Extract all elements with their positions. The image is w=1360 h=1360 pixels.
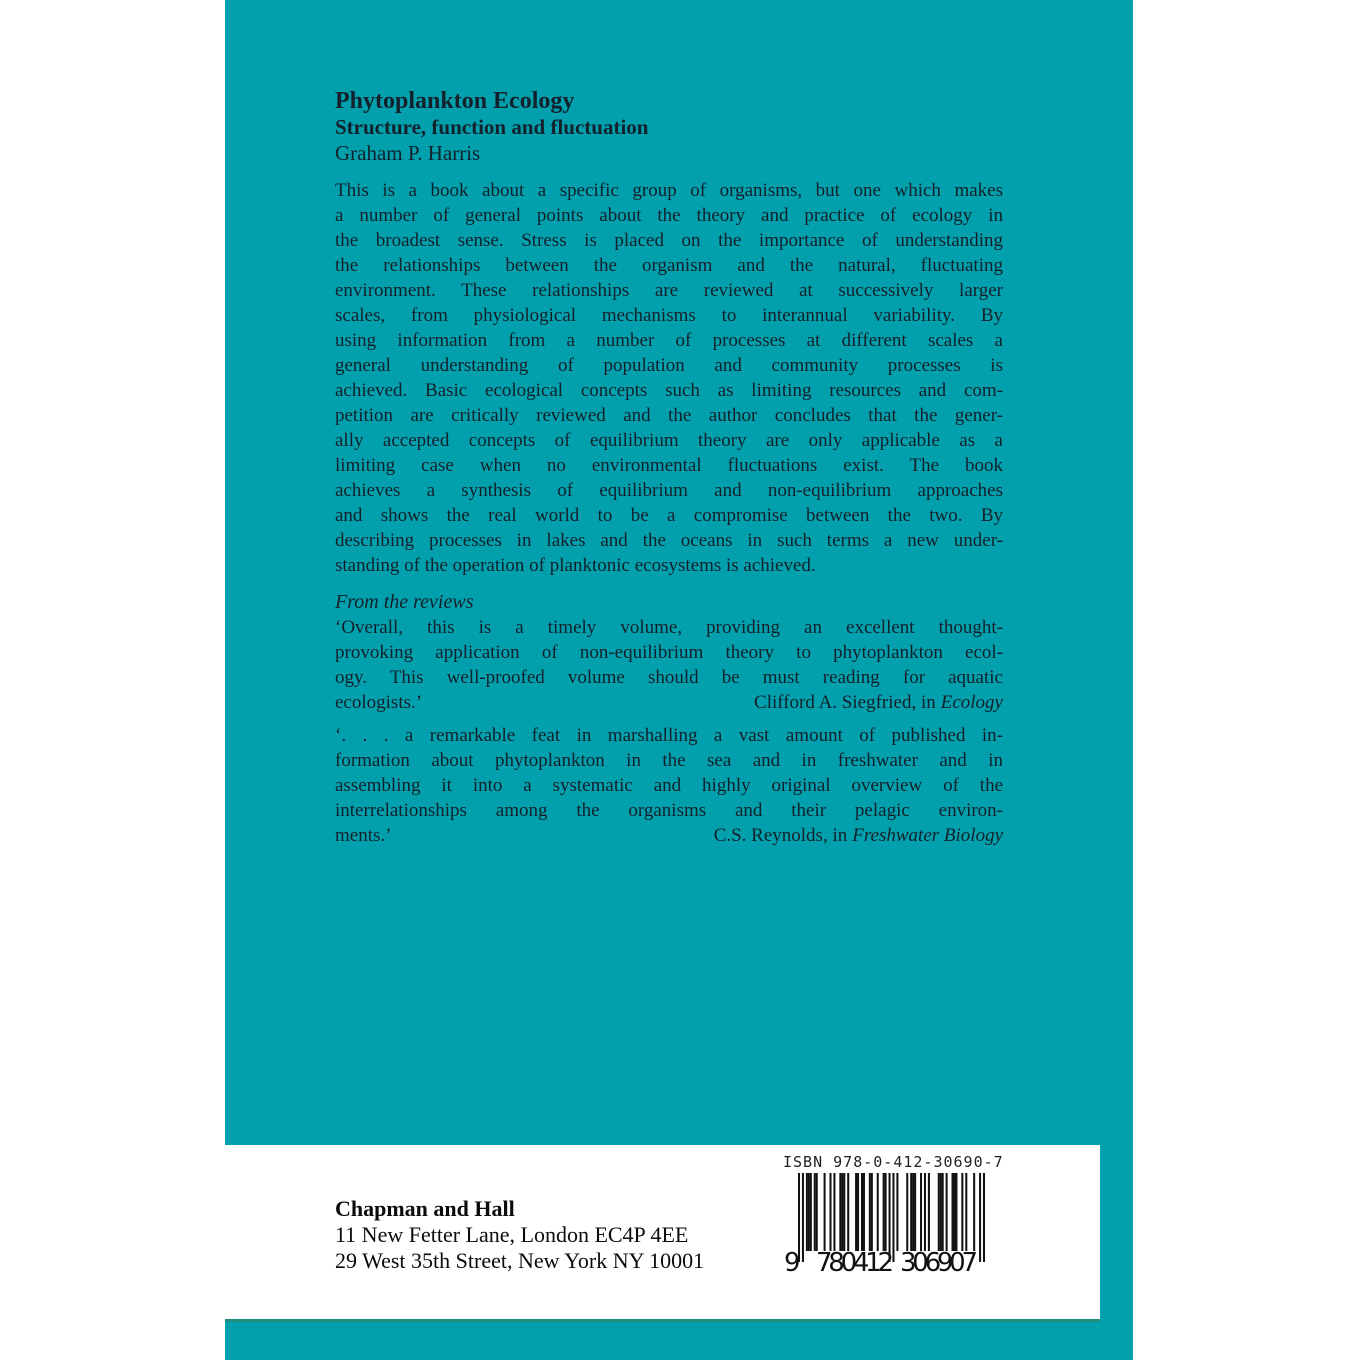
- review-source-2: Freshwater Biology: [852, 825, 1003, 846]
- book-back-cover: [225, 0, 1133, 1360]
- text-line: limiting case when no environmental fluctuations exist. The book: [335, 455, 1003, 476]
- text-line: describing processes in lakes and the oceans in such terms a new under-: [335, 530, 1003, 551]
- text-line: interrelationships among the organisms and their pelagic environ-: [335, 800, 1003, 821]
- ean13-barcode: [783, 1173, 1007, 1275]
- review-source-1: Ecology: [940, 692, 1003, 713]
- text-line: using information from a number of processes at different scales a: [335, 330, 1003, 351]
- text-line: ‘Overall, this is a timely volume, providing an excellent thought-: [335, 617, 1003, 638]
- text-line: achieved. Basic ecological concepts such as limiting resources and com-: [335, 380, 1003, 401]
- barcode-block: [783, 1153, 1007, 1275]
- barcode-digit-group2: 306907: [900, 1248, 978, 1275]
- isbn-number-label: ISBN 978-0-412-30690-7: [783, 1153, 1004, 1171]
- barcode-digit-lead: 9: [784, 1248, 801, 1275]
- book-title: Phytoplankton Ecology: [335, 88, 575, 114]
- review-attribution-2: [335, 823, 1003, 848]
- text-line: ogy. This well-proofed volume should be must reading for aquatic: [335, 667, 1003, 688]
- book-author: Graham P. Harris: [335, 141, 481, 165]
- reviews-heading: From the reviews: [335, 591, 474, 613]
- text-line: ‘. . . a remarkable feat in marshalling a vast amount of published in-: [335, 725, 1003, 746]
- text-line: scales, from physiological mechanisms to interannual variability. By: [335, 305, 1003, 326]
- text-line: the broadest sense. Stress is placed on the importance of understanding: [335, 230, 1003, 251]
- publisher-address-newyork: 29 West 35th Street, New York NY 10001: [335, 1248, 705, 1273]
- review-attribution-1: [335, 690, 1003, 715]
- text-line: and shows the real world to be a compromise between the two. By: [335, 505, 1003, 526]
- book-subtitle: Structure, function and fluctuation: [335, 115, 649, 139]
- publisher-name: Chapman and Hall: [335, 1196, 515, 1221]
- text-line: ecologists.’: [335, 692, 423, 713]
- publisher-block: [335, 1195, 704, 1274]
- text-line: standing of the operation of planktonic ecosystems is achieved.: [335, 555, 816, 576]
- text-line: the relationships between the organism and the natural, fluctuating: [335, 255, 1003, 276]
- text-line: achieves a synthesis of equilibrium and non-equilibrium approaches: [335, 480, 1003, 501]
- text-line: a number of general points about the theory and practice of ecology in: [335, 205, 1003, 226]
- book-description: [335, 178, 1003, 578]
- text-line: assembling it into a systematic and highly original overview of the: [335, 775, 1003, 796]
- text-line: ally accepted concepts of equilibrium theory are only applicable as a: [335, 430, 1003, 451]
- publisher-strip: [225, 1145, 1100, 1322]
- reviewer-name-2: C.S. Reynolds, in: [713, 825, 848, 846]
- text-line: This is a book about a specific group of organisms, but one which makes: [335, 180, 1003, 201]
- barcode-digit-group1: 780412: [816, 1248, 894, 1275]
- text-line: petition are critically reviewed and the author concludes that the gener-: [335, 405, 1003, 426]
- text-line: environment. These relationships are reviewed at successively larger: [335, 280, 1003, 301]
- text-line: general understanding of population and community processes is: [335, 355, 1003, 376]
- text-line: ments.’: [335, 825, 392, 846]
- publisher-address-london: 11 New Fetter Lane, London EC4P 4EE: [335, 1222, 689, 1247]
- text-line: provoking application of non-equilibrium theory to phytoplankton ecol-: [335, 642, 1003, 663]
- reviewer-name-1: Clifford A. Siegfried, in: [754, 692, 936, 713]
- cover-text-block: [335, 88, 1003, 848]
- text-line: formation about phytoplankton in the sea and in freshwater and in: [335, 750, 1003, 771]
